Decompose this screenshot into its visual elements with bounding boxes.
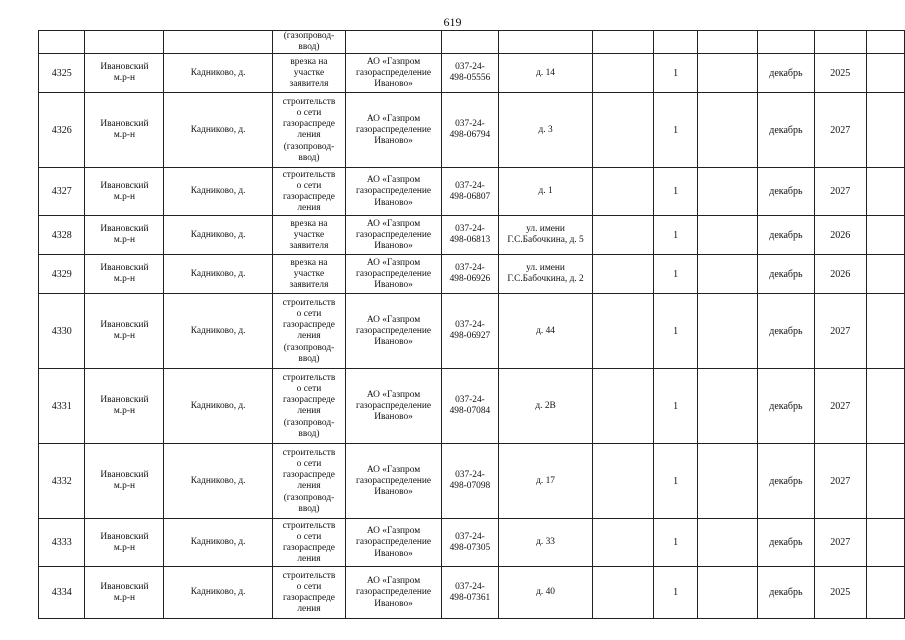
cell-text-line: ления — [297, 130, 321, 141]
cell-text-line: Г.С.Бабочкина, д. 2 — [507, 274, 584, 285]
month-cell: декабрь — [758, 444, 815, 519]
cell-text-line: газораспределение — [356, 186, 432, 197]
cell-text-line: (газопровод- — [283, 417, 335, 428]
district-cell — [85, 54, 164, 93]
empty-cell — [698, 369, 758, 444]
cell-text-line: газораспределение — [356, 325, 432, 336]
address-cell — [498, 294, 593, 369]
district-cell — [85, 255, 164, 294]
address-cell — [498, 444, 593, 519]
cell-text-line: Г.С.Бабочкина, д. 5 — [507, 235, 584, 246]
empty-cell — [593, 444, 654, 519]
work-type-cell — [272, 255, 345, 294]
cell-text-line: Ивановский — [100, 263, 149, 274]
empty-cell — [698, 519, 758, 567]
cell-text-line: о сети — [296, 180, 322, 191]
district-cell — [85, 444, 164, 519]
empty-cell — [758, 31, 815, 54]
cell-text-line: 037-24- — [455, 320, 485, 331]
table-row — [39, 294, 905, 369]
empty-cell — [866, 54, 904, 93]
cell-text-line: м.р-н — [113, 406, 135, 417]
application-code-cell — [442, 168, 499, 216]
cell-text-line: участке — [293, 229, 325, 240]
empty-cell — [698, 444, 758, 519]
empty-cell — [698, 54, 758, 93]
cell-text-line: строительств — [282, 372, 336, 383]
cell-text-line: д. 17 — [536, 475, 555, 486]
cell-text-line: газораспределение — [356, 537, 432, 548]
row-number-cell: 4334 — [39, 567, 85, 619]
cell-text-line: 037-24- — [455, 470, 485, 481]
cell-text-line: газораспределение — [356, 229, 432, 240]
address-cell — [498, 93, 593, 168]
cell-text-line: АО «Газпром — [366, 175, 421, 186]
empty-cell — [866, 168, 904, 216]
organization-cell — [346, 519, 442, 567]
empty-cell — [346, 31, 442, 54]
empty-cell — [593, 168, 654, 216]
district-cell — [85, 168, 164, 216]
cell-text-line: 498-06813 — [449, 235, 491, 246]
empty-cell — [698, 294, 758, 369]
organization-cell — [346, 255, 442, 294]
cell-text-line: Иваново» — [374, 548, 413, 559]
organization-cell — [346, 567, 442, 619]
cell-text-line: АО «Газпром — [366, 314, 421, 325]
cell-text-line: АО «Газпром — [366, 389, 421, 400]
cell-text-line: ления — [297, 481, 321, 492]
cell-text-line: Иваново» — [374, 412, 413, 422]
organization-cell — [346, 294, 442, 369]
cell-text-line: 037-24- — [455, 180, 485, 191]
empty-cell — [866, 255, 904, 294]
row-number-cell: 4333 — [39, 519, 85, 567]
cell-text-line: 498-07305 — [449, 542, 491, 553]
work-type-cell — [272, 93, 345, 168]
empty-cell — [698, 255, 758, 294]
empty-cell — [593, 255, 654, 294]
cell-text-line: (газопровод- — [283, 342, 335, 353]
cell-text-line: АО «Газпром — [366, 113, 421, 124]
cell-text-line: ввод) — [298, 42, 320, 53]
cell-text-line: ввод) — [298, 428, 320, 439]
locality-cell: Кадниково, д. — [164, 444, 272, 519]
cell-text-line: Ивановский — [100, 119, 149, 130]
cell-text-line: Ивановский — [100, 180, 149, 191]
cell-text-line: Ивановский — [100, 395, 149, 406]
year-cell: 2026 — [814, 255, 866, 294]
application-code-cell — [442, 216, 499, 255]
cell-text-line: 498-06927 — [449, 331, 491, 342]
cell-text-line: Ивановский — [100, 531, 149, 542]
cell-text-line: 498-06926 — [449, 274, 491, 285]
quantity-cell: 1 — [654, 294, 698, 369]
quantity-cell: 1 — [654, 54, 698, 93]
work-type-cell — [272, 519, 345, 567]
district-cell — [85, 216, 164, 255]
organization-cell — [346, 93, 442, 168]
cell-text-line: о сети — [296, 108, 322, 118]
empty-cell — [593, 54, 654, 93]
cell-text-line: газораспределение — [356, 475, 432, 486]
address-cell — [498, 369, 593, 444]
cell-text-line: 037-24- — [455, 224, 485, 235]
empty-cell — [654, 31, 698, 54]
locality-cell: Кадниково, д. — [164, 519, 272, 567]
cell-text-line: 037-24- — [455, 581, 485, 592]
table-row — [39, 54, 905, 93]
quantity-cell: 1 — [654, 519, 698, 567]
locality-cell: Кадниково, д. — [164, 54, 272, 93]
cell-text-line: Иваново» — [374, 337, 413, 347]
cell-text-line: м.р-н — [113, 481, 135, 492]
address-cell — [498, 255, 593, 294]
cell-text-line: АО «Газпром — [366, 526, 421, 537]
cell-text-line: Иваново» — [374, 197, 413, 208]
cell-text-line: АО «Газпром — [366, 56, 421, 67]
cell-text-line: газораспреде — [282, 592, 335, 603]
district-cell — [85, 369, 164, 444]
cell-text-line: (газопровод- — [283, 492, 335, 503]
empty-cell — [866, 444, 904, 519]
empty-cell — [593, 567, 654, 619]
district-cell — [85, 567, 164, 619]
cell-text-line: участке — [293, 268, 325, 279]
cell-text-line: о сети — [296, 309, 322, 319]
cell-text-line: АО «Газпром — [366, 576, 421, 587]
locality-cell: Кадниково, д. — [164, 567, 272, 619]
cell-text-line: строительств — [282, 570, 336, 581]
work-type-cell — [272, 31, 345, 54]
work-type-cell — [272, 444, 345, 519]
cell-text-line: газораспределение — [356, 67, 432, 78]
application-code-cell — [442, 567, 499, 619]
month-cell: декабрь — [758, 93, 815, 168]
year-cell: 2027 — [814, 369, 866, 444]
organization-cell — [346, 216, 442, 255]
cell-text-line: строительств — [282, 447, 336, 458]
cell-text-line: заявителя — [289, 241, 329, 251]
organization-cell — [346, 369, 442, 444]
cell-text-line: Иваново» — [374, 79, 413, 89]
empty-cell — [698, 93, 758, 168]
locality-cell: Кадниково, д. — [164, 255, 272, 294]
cell-text-line: АО «Газпром — [366, 257, 421, 268]
cell-text-line: газораспределение — [356, 124, 432, 135]
work-type-cell — [272, 369, 345, 444]
empty-cell — [164, 31, 272, 54]
organization-cell — [346, 168, 442, 216]
cell-text-line: м.р-н — [113, 235, 135, 246]
cell-text-line: ввод) — [298, 152, 320, 163]
cell-text-line: м.р-н — [113, 274, 135, 285]
registry-table — [38, 30, 905, 619]
address-cell — [498, 216, 593, 255]
empty-cell — [593, 216, 654, 255]
row-number-cell: 4330 — [39, 294, 85, 369]
year-cell: 2025 — [814, 567, 866, 619]
empty-cell — [593, 519, 654, 567]
cell-text-line: д. 40 — [536, 587, 555, 598]
cell-text-line: газораспреде — [282, 470, 335, 481]
cell-text-line: газораспреде — [282, 119, 335, 130]
cell-text-line: врезка на — [290, 218, 328, 229]
empty-cell — [39, 31, 85, 54]
year-cell: 2025 — [814, 54, 866, 93]
row-number-cell: 4327 — [39, 168, 85, 216]
cell-text-line: газораспределение — [356, 400, 432, 411]
cell-text-line: (газопровод- — [283, 31, 335, 41]
cell-text-line: газораспреде — [282, 395, 335, 406]
locality-cell: Кадниково, д. — [164, 216, 272, 255]
cell-text-line: Ивановский — [100, 320, 149, 331]
empty-cell — [498, 31, 593, 54]
cell-text-line: д. 2В — [535, 400, 556, 411]
quantity-cell: 1 — [654, 444, 698, 519]
empty-cell — [593, 369, 654, 444]
cell-text-line: Иваново» — [374, 280, 413, 290]
empty-cell — [866, 93, 904, 168]
cell-text-line: 037-24- — [455, 395, 485, 406]
cell-text-line: м.р-н — [113, 331, 135, 342]
work-type-cell — [272, 216, 345, 255]
cell-text-line: д. 14 — [536, 67, 555, 78]
cell-text-line: 037-24- — [455, 531, 485, 542]
cell-text-line: ул. имени — [526, 224, 565, 235]
empty-cell — [593, 31, 654, 54]
quantity-cell: 1 — [654, 567, 698, 619]
cell-text-line: д. 44 — [536, 325, 555, 336]
organization-cell — [346, 444, 442, 519]
empty-cell — [866, 294, 904, 369]
application-code-cell — [442, 444, 499, 519]
row-number-cell: 4328 — [39, 216, 85, 255]
month-cell: декабрь — [758, 54, 815, 93]
cell-text-line: м.р-н — [113, 542, 135, 553]
address-cell — [498, 567, 593, 619]
locality-cell: Кадниково, д. — [164, 168, 272, 216]
empty-cell — [866, 31, 904, 54]
cell-text-line: 498-07098 — [449, 481, 491, 492]
address-cell — [498, 54, 593, 93]
cell-text-line: м.р-н — [113, 73, 135, 84]
application-code-cell — [442, 255, 499, 294]
locality-cell: Кадниково, д. — [164, 294, 272, 369]
cell-text-line: врезка на — [290, 56, 328, 67]
month-cell: декабрь — [758, 519, 815, 567]
cell-text-line: Иваново» — [374, 487, 413, 497]
month-cell: декабрь — [758, 567, 815, 619]
application-code-cell — [442, 294, 499, 369]
cell-text-line: 498-06807 — [449, 191, 491, 202]
cell-text-line: о сети — [296, 531, 322, 542]
cell-text-line: газораспределение — [356, 587, 432, 598]
year-cell: 2027 — [814, 168, 866, 216]
application-code-cell — [442, 54, 499, 93]
cell-text-line: Ивановский — [100, 62, 149, 73]
cell-text-line: Ивановский — [100, 581, 149, 592]
row-number-cell: 4331 — [39, 369, 85, 444]
cell-text-line: д. 1 — [538, 186, 553, 197]
work-type-cell — [272, 294, 345, 369]
row-number-cell: 4332 — [39, 444, 85, 519]
cell-text-line: заявителя — [289, 79, 329, 89]
table-body — [39, 31, 905, 619]
year-cell: 2027 — [814, 294, 866, 369]
quantity-cell: 1 — [654, 93, 698, 168]
cell-text-line: газораспреде — [282, 191, 335, 202]
cell-text-line: д. 33 — [536, 537, 555, 548]
year-cell: 2027 — [814, 93, 866, 168]
cell-text-line: 498-05556 — [449, 73, 491, 84]
cell-text-line: ввод) — [298, 353, 320, 364]
table-row — [39, 444, 905, 519]
month-cell: декабрь — [758, 216, 815, 255]
district-cell — [85, 93, 164, 168]
address-cell — [498, 519, 593, 567]
cell-text-line: о сети — [296, 384, 322, 394]
district-cell — [85, 294, 164, 369]
cell-text-line: о сети — [296, 581, 322, 592]
empty-cell — [442, 31, 499, 54]
cell-text-line: 498-07361 — [449, 592, 491, 603]
cell-text-line: 498-06794 — [449, 130, 491, 141]
table-row — [39, 93, 905, 168]
month-cell: декабрь — [758, 294, 815, 369]
cell-text-line: АО «Газпром — [366, 218, 421, 229]
cell-text-line: газораспреде — [282, 542, 335, 553]
cell-text-line: строительств — [282, 96, 336, 107]
cell-text-line: строительств — [282, 169, 336, 180]
table-row — [39, 567, 905, 619]
page-number: 619 — [443, 15, 462, 29]
cell-text-line: м.р-н — [113, 130, 135, 141]
organization-cell — [346, 54, 442, 93]
locality-cell: Кадниково, д. — [164, 369, 272, 444]
cell-text-line: д. 3 — [538, 124, 553, 135]
cell-text-line: о сети — [296, 459, 322, 469]
cell-text-line: ления — [297, 604, 321, 615]
empty-cell — [814, 31, 866, 54]
quantity-cell: 1 — [654, 369, 698, 444]
work-type-cell — [272, 54, 345, 93]
cell-text-line: м.р-н — [113, 592, 135, 603]
cell-text-line: ления — [297, 406, 321, 417]
month-cell: декабрь — [758, 168, 815, 216]
table-row — [39, 168, 905, 216]
year-cell: 2027 — [814, 444, 866, 519]
cell-text-line: газораспределение — [356, 268, 432, 279]
table-row — [39, 255, 905, 294]
cell-text-line: 037-24- — [455, 119, 485, 130]
row-number-cell: 4325 — [39, 54, 85, 93]
cell-text-line: (газопровод- — [283, 141, 335, 152]
application-code-cell — [442, 369, 499, 444]
cell-text-line: заявителя — [289, 280, 329, 290]
locality-cell: Кадниково, д. — [164, 93, 272, 168]
empty-cell — [593, 294, 654, 369]
cell-text-line: Ивановский — [100, 470, 149, 481]
row-number-cell: 4326 — [39, 93, 85, 168]
cell-text-line: ввод) — [298, 503, 320, 514]
cell-text-line: Ивановский — [100, 224, 149, 235]
year-cell: 2027 — [814, 519, 866, 567]
quantity-cell: 1 — [654, 168, 698, 216]
table-row — [39, 369, 905, 444]
cell-text-line: 498-07084 — [449, 406, 491, 417]
table-row-continuation — [39, 31, 905, 54]
cell-text-line: строительств — [282, 520, 336, 531]
row-number-cell: 4329 — [39, 255, 85, 294]
cell-text-line: ления — [297, 554, 321, 565]
empty-cell — [866, 216, 904, 255]
table-row — [39, 216, 905, 255]
address-cell — [498, 168, 593, 216]
cell-text-line: ления — [297, 331, 321, 342]
table-row — [39, 519, 905, 567]
application-code-cell — [442, 519, 499, 567]
cell-text-line: участке — [293, 67, 325, 78]
work-type-cell — [272, 567, 345, 619]
empty-cell — [866, 567, 904, 619]
cell-text-line: Иваново» — [374, 598, 413, 609]
month-cell: декабрь — [758, 369, 815, 444]
cell-text-line: врезка на — [290, 257, 328, 268]
quantity-cell: 1 — [654, 216, 698, 255]
empty-cell — [698, 567, 758, 619]
cell-text-line: 037-24- — [455, 263, 485, 274]
empty-cell — [698, 216, 758, 255]
quantity-cell: 1 — [654, 255, 698, 294]
cell-text-line: 037-24- — [455, 62, 485, 73]
cell-text-line: ул. имени — [526, 263, 565, 274]
empty-cell — [593, 93, 654, 168]
empty-cell — [698, 168, 758, 216]
year-cell: 2026 — [814, 216, 866, 255]
cell-text-line: газораспреде — [282, 320, 335, 331]
empty-cell — [866, 519, 904, 567]
application-code-cell — [442, 93, 499, 168]
district-cell — [85, 519, 164, 567]
month-cell: декабрь — [758, 255, 815, 294]
cell-text-line: Иваново» — [374, 136, 413, 146]
empty-cell — [85, 31, 164, 54]
empty-cell — [698, 31, 758, 54]
cell-text-line: Иваново» — [374, 241, 413, 251]
cell-text-line: АО «Газпром — [366, 464, 421, 475]
cell-text-line: строительств — [282, 297, 336, 308]
cell-text-line: ления — [297, 203, 321, 214]
work-type-cell — [272, 168, 345, 216]
empty-cell — [866, 369, 904, 444]
cell-text-line: м.р-н — [113, 191, 135, 202]
